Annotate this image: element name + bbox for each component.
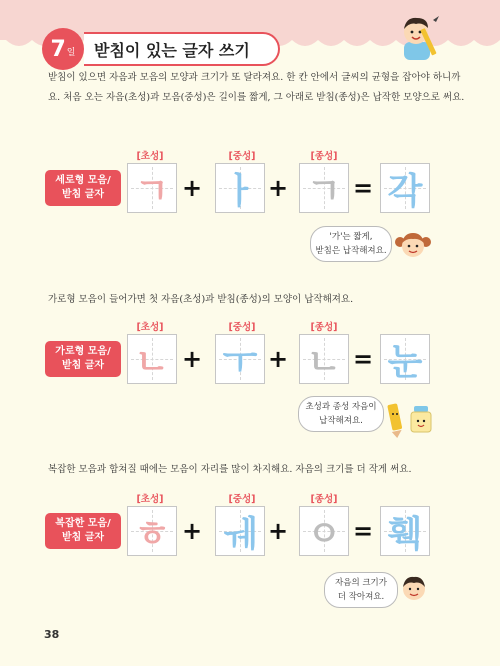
equals-sign: = [352, 174, 374, 202]
final-tag: [종성] [310, 322, 338, 333]
plus-sign: + [181, 174, 203, 202]
initial-tag: [초성] [136, 151, 164, 162]
glue-character-icon [408, 404, 434, 434]
intro-text: 받침이 있으면 자음과 모음의 모양과 크기가 또 달라져요. 한 칸 안에서 글씨의 균형을 잡아야 하니까요. 처음 오는 자음(초성)과 모음(중성)은 길이를 짧게, 그 아래로 받침(종성)은 납작한 모양으로 써요. [48, 72, 465, 103]
row-description: 복잡한 모음과 합쳐질 때에는 모음이 자리를 많이 차지해요. 자음의 크기를 더 작게 써요. [48, 464, 412, 475]
medial-tag: [중성] [228, 322, 256, 333]
girl-face-icon [395, 230, 431, 260]
medial-tag: [중성] [228, 494, 256, 505]
boy-face-icon [400, 574, 428, 602]
result-cell: 훽 [380, 506, 430, 556]
final-cell: ㄴ [299, 334, 349, 384]
pencil-character-icon [384, 398, 406, 438]
row-description: 가로형 모음이 들어가면 첫 자음(초성)과 받침(종성)의 모양이 납작해져요. [48, 294, 354, 305]
lesson-badge [42, 28, 84, 70]
plus-sign: + [181, 345, 203, 373]
final-tag: [종성] [310, 494, 338, 505]
boy-with-pencil-icon [392, 12, 442, 62]
medial-cell: ㅏ [215, 163, 265, 213]
final-tag: [종성] [310, 151, 338, 162]
tip-bubble: '가'는 짧게, 받침은 납작해져요. [310, 226, 392, 262]
medial-cell: ㅜ [215, 334, 265, 384]
initial-tag: [초성] [136, 322, 164, 333]
page-number: 38 [44, 628, 60, 641]
medial-tag: [중성] [228, 151, 256, 162]
plus-sign: + [267, 517, 289, 545]
result-cell: 눈 [380, 334, 430, 384]
plus-sign: + [267, 345, 289, 373]
lesson-unit: 일 [66, 48, 76, 58]
initial-cell: ㄴ [127, 334, 177, 384]
plus-sign: + [181, 517, 203, 545]
plus-sign: + [267, 174, 289, 202]
initial-cell: ㄱ [127, 163, 177, 213]
result-cell: 각 [380, 163, 430, 213]
tip-bubble: 초성과 종성 자음이 납작해져요. [298, 396, 384, 432]
final-cell: ㄱ [299, 163, 349, 213]
equals-sign: = [352, 517, 374, 545]
final-cell: ㅇ [299, 506, 349, 556]
category-label: 복잡한 모음/ 받침 글자 [45, 513, 121, 549]
page-title: 받침이 있는 글자 쓰기 [84, 32, 280, 66]
lesson-number: 7 [50, 37, 66, 62]
initial-tag: [초성] [136, 494, 164, 505]
category-label: 가로형 모음/ 받침 글자 [45, 341, 121, 377]
equals-sign: = [352, 345, 374, 373]
category-label: 세로형 모음/ 받침 글자 [45, 170, 121, 206]
tip-bubble: 자음의 크기가 더 작아져요. [324, 572, 398, 608]
medial-cell: ㅞ [215, 506, 265, 556]
initial-cell: ㅎ [127, 506, 177, 556]
